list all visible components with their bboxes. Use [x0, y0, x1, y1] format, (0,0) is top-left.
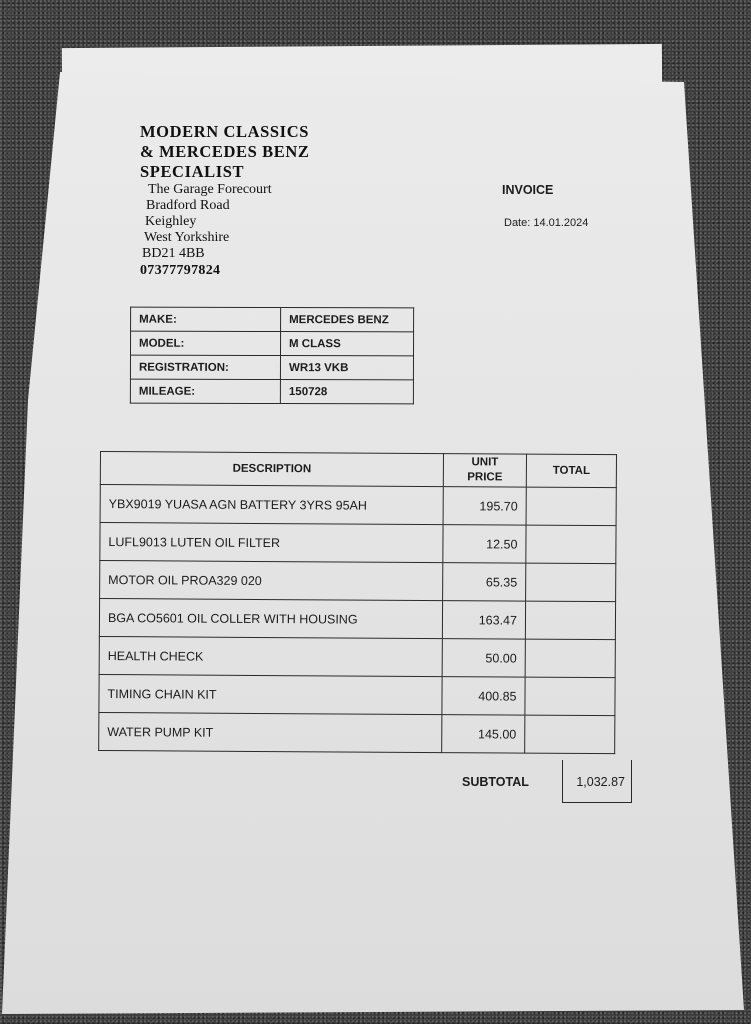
- item-description: MOTOR OIL PROA329 020: [100, 561, 443, 601]
- item-unit-price: 163.47: [442, 601, 525, 640]
- header-unit-line-2: PRICE: [467, 471, 503, 484]
- table-row: [99, 674, 615, 715]
- item-unit-price: 400.85: [442, 677, 525, 716]
- vehicle-row-make: [131, 307, 414, 332]
- item-description: HEALTH CHECK: [99, 636, 442, 676]
- vehicle-label: REGISTRATION:: [130, 355, 280, 379]
- company-name-line-1: MODERN CLASSICS: [140, 122, 309, 141]
- invoice-date: Date: 14.01.2024: [504, 217, 589, 229]
- vehicle-row-mileage: [130, 379, 413, 404]
- item-unit-price: 50.00: [442, 639, 525, 678]
- item-total: [526, 525, 616, 564]
- item-description: BGA CO5601 OIL COLLER WITH HOUSING: [99, 599, 442, 639]
- subtotal-value: 1,032.87: [576, 775, 625, 789]
- item-unit-price: 195.70: [443, 487, 526, 526]
- address-line-4: West Yorkshire: [144, 230, 230, 245]
- table-row: [100, 523, 616, 564]
- item-unit-price: 65.35: [443, 563, 526, 602]
- vehicle-value: M CLASS: [280, 332, 413, 356]
- table-row: [100, 485, 616, 526]
- vehicle-row-model: [131, 331, 414, 356]
- item-description: TIMING CHAIN KIT: [99, 674, 442, 714]
- item-unit-price: 12.50: [443, 525, 526, 564]
- header-unit-line-1: UNIT: [471, 456, 499, 469]
- header-total: TOTAL: [526, 454, 616, 488]
- company-name-line-2: & MERCEDES BENZ: [140, 142, 310, 161]
- subtotal-section: [462, 760, 632, 803]
- header-unit-price: [443, 454, 526, 488]
- table-row: [99, 599, 615, 640]
- address-line-2: Bradford Road: [146, 198, 230, 213]
- address-line-1: The Garage Forecourt: [148, 182, 272, 197]
- item-total: [525, 677, 615, 716]
- subtotal-box: [562, 760, 632, 803]
- item-description: LUFL9013 LUTEN OIL FILTER: [100, 523, 443, 563]
- item-total: [525, 715, 615, 754]
- item-total: [525, 601, 615, 640]
- vehicle-value: 150728: [280, 380, 413, 404]
- invoice-title: INVOICE: [502, 183, 554, 197]
- item-total: [526, 487, 616, 526]
- address-line-3: Keighley: [145, 214, 197, 229]
- item-description: YBX9019 YUASA AGN BATTERY 3YRS 95AH: [100, 485, 443, 525]
- vehicle-label: MODEL:: [131, 331, 281, 355]
- item-unit-price: 145.00: [442, 715, 525, 754]
- vehicle-label: MAKE:: [131, 307, 281, 331]
- item-total: [525, 639, 615, 678]
- header-description: DESCRIPTION: [100, 452, 443, 487]
- item-description: WATER PUMP KIT: [99, 712, 442, 752]
- line-items-table: [98, 451, 617, 754]
- table-row: [99, 712, 615, 753]
- company-header: [140, 122, 309, 279]
- vehicle-label: MILEAGE:: [130, 379, 280, 403]
- vehicle-details-table: [130, 307, 414, 405]
- vehicle-row-registration: [130, 355, 413, 380]
- table-row: [99, 636, 615, 677]
- vehicle-value: WR13 VKB: [280, 356, 413, 380]
- company-phone: 07377797824: [140, 263, 221, 278]
- table-row: [100, 561, 616, 602]
- table-header-row: [100, 452, 616, 488]
- vehicle-value: MERCEDES BENZ: [281, 308, 414, 332]
- address-line-5: BD21 4BB: [142, 246, 205, 261]
- subtotal-label: SUBTOTAL: [462, 775, 529, 789]
- item-total: [526, 563, 616, 602]
- company-name-line-3: SPECIALIST: [140, 162, 245, 181]
